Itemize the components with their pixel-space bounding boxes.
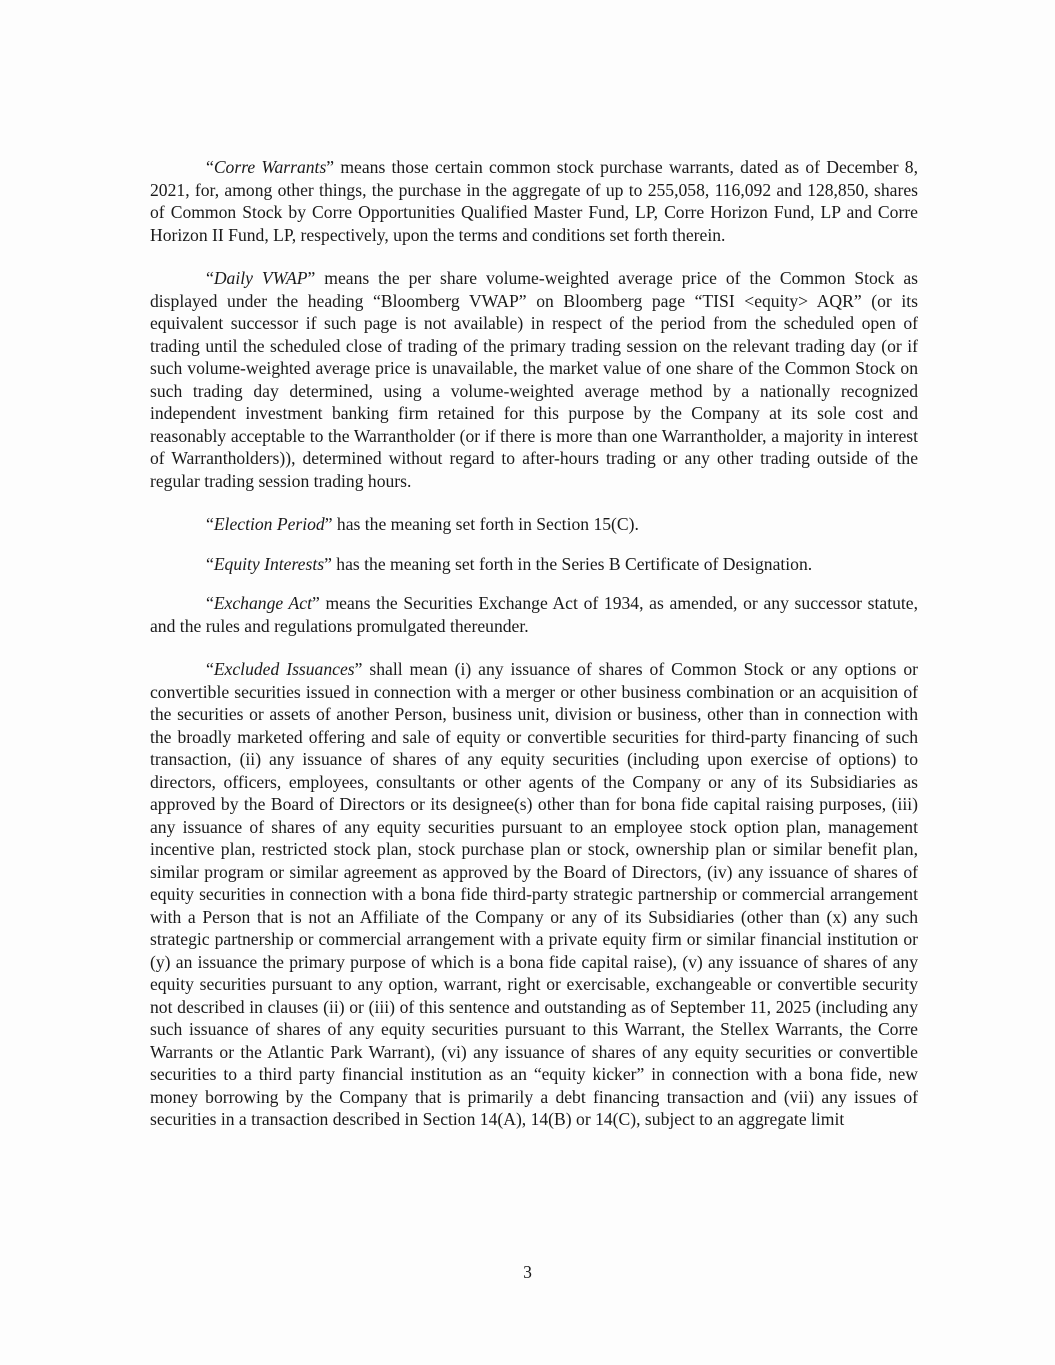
open-quote: “	[206, 268, 214, 288]
definition-exchange-act	[150, 592, 918, 637]
definition-text: shall mean (i) any issuance of shares of Common Stock or any options or convertible securities issued in connection with a merger or other business combination or an acquisition of the securities or assets of another Person, business unit, division or business, other than in connection with the broadly marketed offering and sale of equity or convertible securities for third-party financing of such transaction, (ii) any issuance of shares of any equity securities (including upon exercise of options) to directors, officers, employees, consultants or other agents of the Company or any of its Subsidiaries as approved by the Board of Directors or its designee(s) other than for bona fide capital raising purposes, (iii) any issuance of shares of any equity securities pursuant to an employee stock option plan, management incentive plan, restricted stock plan, stock purchase plan or stock, ownership plan or similar benefit plan, similar program or similar agreement as approved by the Board of Directors, (iv) any issuance of shares of equity securities in connection with a bona fide third-party strategic partnership or commercial arrangement with a Person that is not an Affiliate of the Company or any of its Subsidiaries (other than (x) any such strategic partnership or commercial arrangement with a private equity firm or similar financial institution or (y) an issuance the primary purpose of which is a bona fide capital raise), (v) any issuance of shares of any equity securities pursuant to any option, warrant, right or exercisable, exchangeable or convertible security not described in clauses (ii) or (iii) of this sentence and outstanding as of September 11, 2025 (including any such issuance of shares of any equity securities pursuant to this Warrant, the Stellex Warrants, the Corre Warrants or the Atlantic Park Warrant), (vi) any issuance of shares of any equity securities or convertible securities to a third party financial institution as an “equity kicker” in connection with a bona fide, new money borrowing by the Company that is primarily a debt financing transaction and (vii) any issues of securities in a transaction described in Section 14(A), 14(B) or 14(C), subject to an aggregate limit	[150, 659, 918, 1129]
definition-text: means the Securities Exchange Act of 1934, as amended, or any successor statute, and the rules and regulations promulgated thereunder.	[150, 593, 918, 636]
definition-text: has the meaning set forth in Section 15(C).	[332, 514, 639, 534]
open-quote: “	[206, 593, 214, 613]
definition-election-period	[150, 513, 918, 536]
defined-term: Corre Warrants	[213, 157, 327, 177]
close-quote: ”	[312, 593, 320, 613]
open-quote: “	[206, 157, 214, 177]
definition-text: has the meaning set forth in the Series B Certificate of Designation.	[331, 553, 813, 574]
definition-text: means those certain common stock purchase warrants, dated as of December 8, 2021, for, among other things, the purchase in the aggregate of up to 255,058, 116,092 and 128,850, shares of Common Stock by Corre Opportunities Qualified Master Fund, LP, Corre Horizon Fund, LP and Corre Horizon II Fund, LP, respectively, upon the terms and conditions set forth therein.	[150, 157, 918, 245]
defined-term: Excluded Issuances	[213, 659, 355, 679]
open-quote: “	[206, 514, 214, 534]
close-quote: ”	[324, 553, 332, 574]
close-quote: ”	[326, 157, 335, 177]
definition-equity-interests	[150, 553, 918, 576]
close-quote: ”	[354, 659, 363, 679]
definition-corre-warrants	[150, 156, 918, 246]
definition-excluded-issuances	[150, 658, 918, 1131]
defined-term: Election Period	[213, 514, 325, 534]
definition-text: means the per share volume-weighted average price of the Common Stock as displayed under the heading “Bloomberg VWAP” on Bloomberg page “TISI <equity> AQR” (or its equivalent successor if such page is not available) in respect of the period from the scheduled open of trading until the scheduled close of trading of the primary trading session on the relevant trading day (or if such volume-weighted average price is unavailable, the market value of one share of the Common Stock on such trading day determined, using a volume-weighted average method by a nationally recognized independent investment banking firm retained for this purpose by the Company at its sole cost and reasonably acceptable to the Warrantholder (or if there is more than one Warrantholder, a majority in interest of Warrantholders)), determined without regard to after-hours trading or any other trading outside of the regular trading session trading hours.	[150, 268, 919, 491]
close-quote: ”	[307, 268, 316, 288]
definition-daily-vwap	[150, 267, 918, 492]
defined-term: Daily VWAP	[213, 268, 308, 288]
defined-term: Equity Interests	[213, 553, 325, 574]
page-body	[150, 156, 918, 1152]
close-quote: ”	[324, 514, 333, 534]
defined-term: Exchange Act	[213, 593, 312, 613]
page-number: 3	[523, 1262, 532, 1282]
open-quote: “	[206, 659, 214, 679]
open-quote: “	[206, 553, 214, 574]
